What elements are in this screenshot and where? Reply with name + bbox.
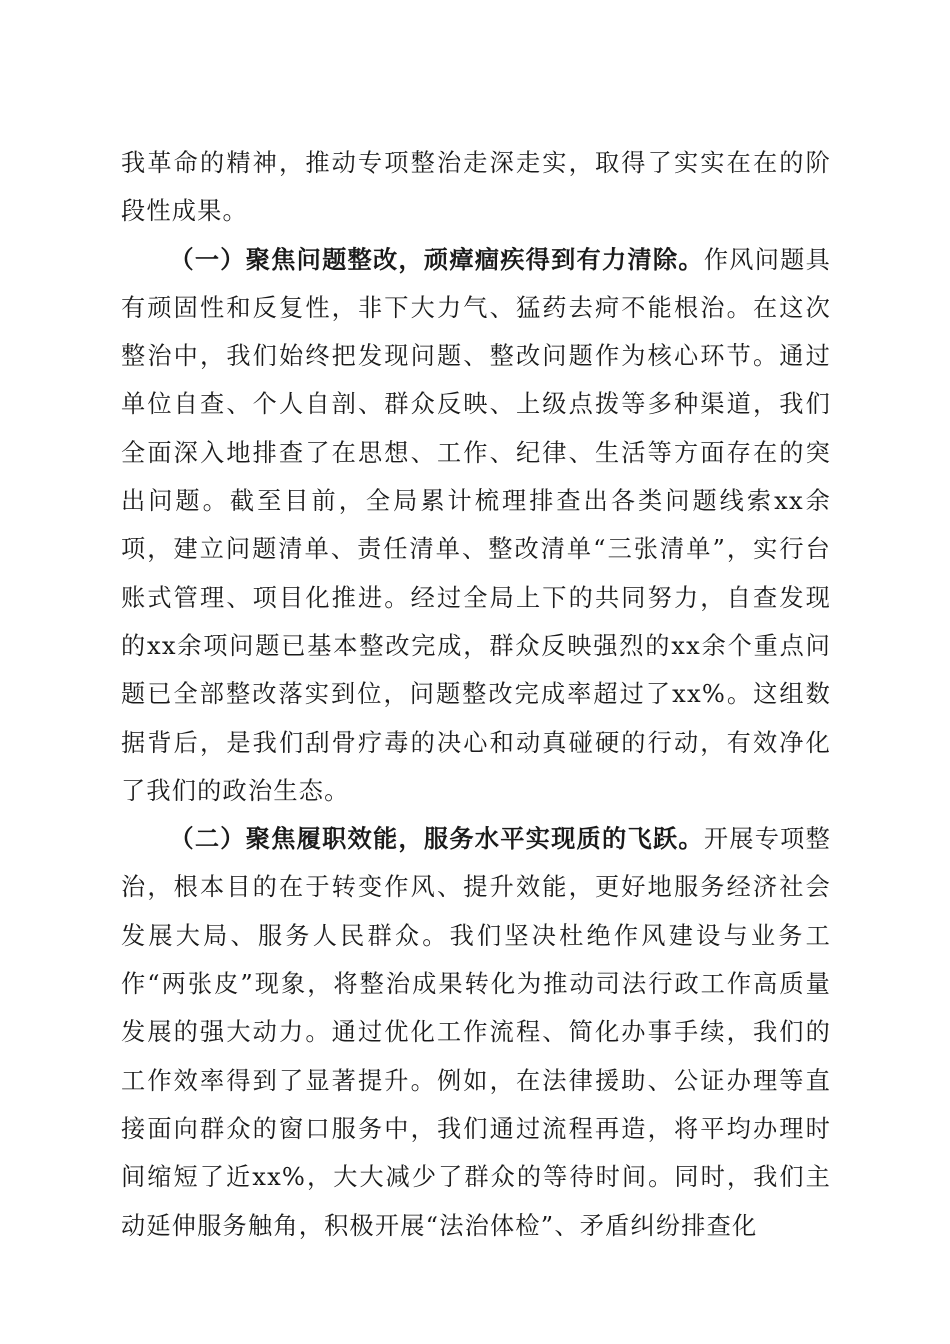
paragraph-intro-continuation <box>121 139 831 236</box>
paragraph-section-one <box>121 236 831 816</box>
paragraph-text: 作风问题具有顽固性和反复性，非下大力气、猛药去疴不能根治。在这次整治中，我们始终把发现问题、整改问题作为核心环节。通过单位自查、个人自剖、群众反映、上级点拨等多种渠道，我们全面深入地排查了在思想、工作、纪律、生活等方面存在的突出问题。截至目前，全局累计梳理排查出各类问题线索xx余项，建立问题清单、责任清单、整改清单“三张清单”，实行台账式管理、项目化推进。经过全局上下的共同努力，自查发现的xx余项问题已基本整改完成，群众反映强烈的xx余个重点问题已全部整改落实到位，问题整改完成率超过了xx%。这组数据背后，是我们刮骨疗毒的决心和动真碰硬的行动，有效净化了我们的政治生态。 <box>121 245 831 805</box>
section-one-heading: （一）聚焦问题整改，顽瘴痼疾得到有力清除。 <box>169 244 704 274</box>
paragraph-section-two <box>121 815 831 1250</box>
paragraph-text: 开展专项整治，根本目的在于转变作风、提升效能，更好地服务经济社会发展大局、服务人民群众。我们坚决杜绝作风建设与业务工作“两张皮”现象，将整治成果转化为推动司法行政工作高质量发展的强大动力。通过优化工作流程、简化办事手续，我们的工作效率得到了显著提升。例如，在法律援助、公证办理等直接面向群众的窗口服务中，我们通过流程再造，将平均办理时间缩短了近xx%，大大减少了群众的等待时间。同时，我们主动延伸服务触角，积极开展“法治体检”、矛盾纠纷排查化 <box>121 825 831 1240</box>
paragraph-text: 我革命的精神，推动专项整治走深走实，取得了实实在在的阶段性成果。 <box>121 149 831 226</box>
document-body <box>121 139 831 1250</box>
section-two-heading: （二）聚焦履职效能，服务水平实现质的飞跃。 <box>169 824 704 854</box>
